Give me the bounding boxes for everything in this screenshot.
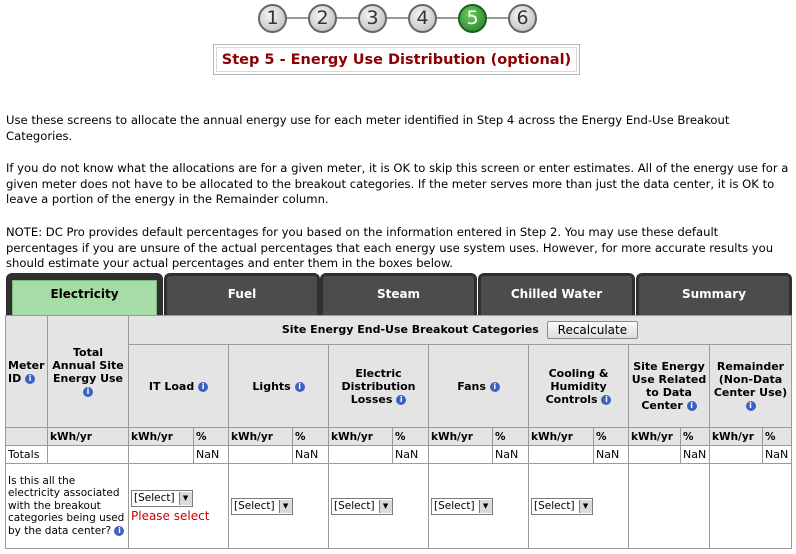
- unit-kwh: kWh/yr: [529, 428, 594, 446]
- totals-kwh-cell: [629, 446, 681, 464]
- select-value: [Select]: [434, 500, 475, 512]
- category-label: Lights: [252, 379, 291, 393]
- unit-pct: %: [194, 428, 229, 446]
- unit-pct: %: [681, 428, 710, 446]
- tab-electricity[interactable]: [6, 273, 163, 316]
- step-5-current[interactable]: 5: [458, 4, 487, 33]
- lights-header: [229, 345, 329, 428]
- totals-kwh-cell: [329, 446, 393, 464]
- totals-row: [6, 446, 792, 464]
- unit-kwh: kWh/yr: [629, 428, 681, 446]
- totals-pct-cell: NaN: [194, 446, 229, 464]
- breakout-title: Site Energy End-Use Breakout Categories: [281, 323, 539, 336]
- totals-pct-cell: NaN: [293, 446, 329, 464]
- recalculate-button[interactable]: Recalculate: [547, 321, 638, 339]
- intro-paragraph: Use these screens to allocate the annual energy use for each meter identified in Step 4 across the Energy End-Use Breakout Categories.: [6, 113, 730, 143]
- category-label: Cooling & Humidity Controls: [545, 366, 609, 406]
- totals-label: Totals: [6, 446, 48, 464]
- select-value: [Select]: [234, 500, 275, 512]
- step-3[interactable]: 3: [358, 4, 387, 33]
- fans-answer-cell: [429, 464, 529, 549]
- tab-steam[interactable]: [320, 273, 477, 316]
- totals-kwh-cell: [129, 446, 194, 464]
- site-energy-answer-cell: [629, 464, 710, 549]
- unit-kwh: kWh/yr: [710, 428, 763, 446]
- info-icon[interactable]: i: [114, 526, 124, 536]
- step-1[interactable]: 1: [258, 4, 287, 33]
- totals-pct-cell: NaN: [393, 446, 429, 464]
- totals-pct-cell: NaN: [763, 446, 792, 464]
- electric-distribution-losses-header: [329, 345, 429, 428]
- info-icon[interactable]: i: [83, 387, 93, 397]
- tab-chilled-water[interactable]: [478, 273, 635, 316]
- note-paragraph: NOTE: DC Pro provides default percentages for you based on the information entered in Step 2. You may use these default percentages if you are unsure of the actual percentages that each energy use system uses. However, for more accurate results you should estimate your actual percentages and enter them in the boxes below.: [6, 225, 774, 270]
- question-cell: [6, 464, 129, 549]
- totals-pct-cell: NaN: [493, 446, 529, 464]
- info-icon[interactable]: i: [198, 382, 208, 392]
- unit-kwh: kWh/yr: [48, 428, 129, 446]
- question-row: [6, 464, 792, 549]
- info-icon[interactable]: i: [396, 395, 406, 405]
- total-annual-label: Total Annual Site Energy Use: [52, 345, 124, 385]
- select-value: [Select]: [334, 500, 375, 512]
- fans-select[interactable]: [431, 498, 493, 515]
- category-label: Remainder (Non-Data Center Use): [713, 360, 788, 399]
- info-icon[interactable]: i: [295, 382, 305, 392]
- fans-header: [429, 345, 529, 428]
- distribution-losses-select[interactable]: [331, 498, 393, 515]
- meter-id-header: [6, 316, 48, 428]
- please-select-error: Please select: [131, 508, 210, 523]
- step-2[interactable]: 2: [308, 4, 337, 33]
- tab-label: Fuel: [227, 287, 257, 301]
- tab-label: Summary: [681, 287, 747, 301]
- category-label: Electric Distribution Losses: [341, 366, 416, 406]
- totals-annual-cell: [48, 446, 129, 464]
- category-label: Site Energy Use Related to Data Center: [631, 360, 707, 412]
- step-indicator: [258, 4, 538, 32]
- chevron-down-icon[interactable]: ▼: [179, 492, 192, 505]
- lights-answer-cell: [229, 464, 329, 549]
- category-label: Fans: [457, 379, 486, 393]
- cooling-humidity-header: [529, 345, 629, 428]
- page-title-box: [213, 44, 580, 75]
- energy-breakout-table: [5, 315, 792, 549]
- tab-label: Chilled Water: [510, 287, 603, 301]
- unit-pct: %: [763, 428, 792, 446]
- unit-cell-empty: [6, 428, 48, 446]
- step-4[interactable]: 4: [408, 4, 437, 33]
- skip-paragraph: If you do not know what the allocations are for a given meter, it is OK to skip this screen or enter estimates. All of the energy use for a given meter does not have to be allocated to the breakout categories. If the meter serves more than just the data center, it is OK to leave a portion of the energy in the Remainder column.: [6, 161, 789, 206]
- cooling-answer-cell: [529, 464, 629, 549]
- distribution-losses-answer-cell: [329, 464, 429, 549]
- unit-kwh: kWh/yr: [129, 428, 194, 446]
- chevron-down-icon[interactable]: ▼: [579, 500, 592, 513]
- totals-kwh-cell: [429, 446, 493, 464]
- step-6[interactable]: 6: [508, 4, 537, 33]
- tab-summary[interactable]: [636, 273, 792, 316]
- totals-kwh-cell: [229, 446, 293, 464]
- page-title: Step 5 - Energy Use Distribution (optional): [216, 47, 577, 72]
- tab-fuel[interactable]: [164, 273, 320, 316]
- unit-pct: %: [293, 428, 329, 446]
- totals-kwh-cell: [710, 446, 763, 464]
- it-load-header: [129, 345, 229, 428]
- info-icon[interactable]: i: [601, 395, 611, 405]
- it-load-select[interactable]: [131, 490, 193, 507]
- chevron-down-icon[interactable]: ▼: [279, 500, 292, 513]
- unit-kwh: kWh/yr: [429, 428, 493, 446]
- remainder-header: [710, 345, 792, 428]
- info-icon[interactable]: i: [490, 382, 500, 392]
- info-icon[interactable]: i: [746, 401, 756, 411]
- tab-label: Electricity: [50, 287, 119, 301]
- site-energy-related-header: [629, 345, 710, 428]
- unit-pct: %: [393, 428, 429, 446]
- cooling-select[interactable]: [531, 498, 593, 515]
- info-icon[interactable]: i: [25, 374, 35, 384]
- chevron-down-icon[interactable]: ▼: [379, 500, 392, 513]
- it-load-answer-cell: [129, 464, 229, 549]
- question-text: Is this all the electricity associated with the breakout categories being used by the data center?: [8, 474, 125, 537]
- select-value: [Select]: [534, 500, 575, 512]
- unit-kwh: kWh/yr: [329, 428, 393, 446]
- unit-pct: %: [594, 428, 629, 446]
- tab-label: Steam: [376, 287, 421, 301]
- chevron-down-icon[interactable]: ▼: [479, 500, 492, 513]
- breakout-categories-header: [129, 316, 792, 345]
- info-icon[interactable]: i: [687, 401, 697, 411]
- totals-pct-cell: NaN: [681, 446, 710, 464]
- unit-pct: %: [493, 428, 529, 446]
- totals-kwh-cell: [529, 446, 594, 464]
- meter-id-label: Meter ID: [8, 358, 45, 385]
- unit-kwh: kWh/yr: [229, 428, 293, 446]
- totals-pct-cell: NaN: [594, 446, 629, 464]
- energy-type-tabs: [6, 273, 792, 316]
- remainder-answer-cell: [710, 464, 792, 549]
- select-value: [Select]: [134, 492, 175, 504]
- category-label: IT Load: [148, 379, 195, 393]
- total-annual-header: [48, 316, 129, 428]
- lights-select[interactable]: [231, 498, 293, 515]
